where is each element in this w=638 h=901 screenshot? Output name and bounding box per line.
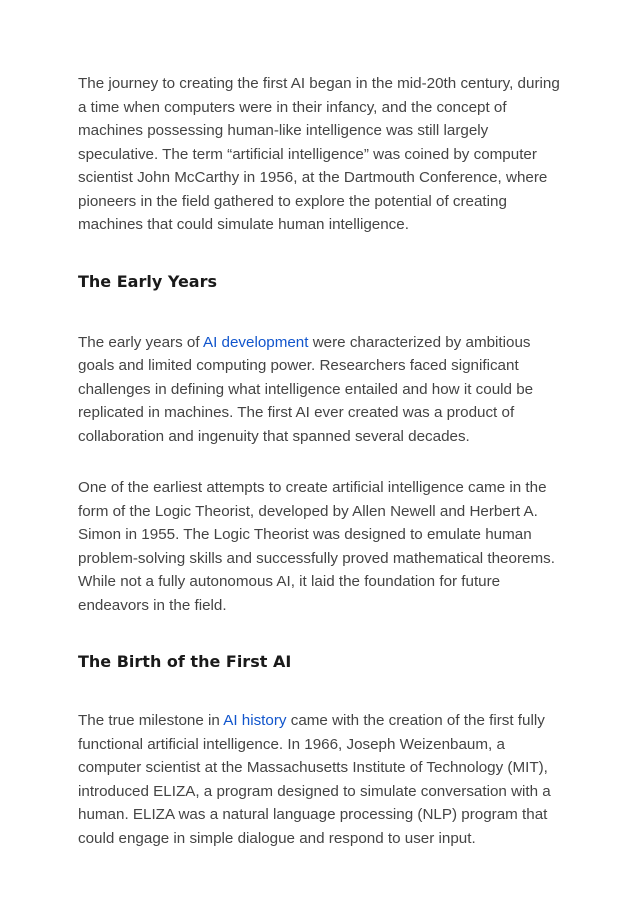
birth-text-after: came with the creation of the first fully functional artificial intelligence. In 1966, Joseph Weizenbaum, a computer scientist at the Massachusetts Institute of Technology (MIT), introduced ELIZA, a program designed to simulate conversation with a human. ELIZA was a natural language processing (NLP) program that could engage in simple dialogue and respond to user input. [78,712,551,847]
logic-theorist-paragraph: One of the earliest attempts to create artificial intelligence came in the form of the Logic Theorist, developed by Allen Newell and Herbert A. Simon in 1955. The Logic Theorist was designed to emulate human problem-solving skills and successfully proved mathematical theorems. While not a fully autonomous AI, it laid the foundation for future endeavors in the field. [78,479,555,614]
early-years-text-before: The early years of [78,333,203,351]
intro-paragraph: The journey to creating the first AI began in the mid-20th century, during a time when computers were in their infancy, and the concept of machines possessing human-like intelligence was still largely speculative. The term “artificial intelligence” was coined by computer scientist John McCarthy in 1956, at the Dartmouth Conference, where pioneers in the field gathered to explore the potential of creating machines that could simulate human intelligence. [78,75,560,233]
early-years-paragraph [78,331,568,449]
early-years-text-after: were characterized by ambitious goals and limited computing power. Researchers faced significant challenges in defining what intelligence entailed and how it could be replicated in machines. The first AI ever created was a product of collaboration and ingenuity that spanned several decades. [78,333,534,445]
heading-early-years: The Early Years [78,271,218,291]
article-body [78,72,568,850]
birth-first-ai-paragraph [78,709,568,850]
ai-history-link[interactable]: AI history [223,712,287,729]
birth-text-before: The true milestone in [78,712,224,729]
heading-birth-first-ai: The Birth of the First AI [78,652,292,671]
ai-development-link[interactable]: AI development [202,333,309,351]
